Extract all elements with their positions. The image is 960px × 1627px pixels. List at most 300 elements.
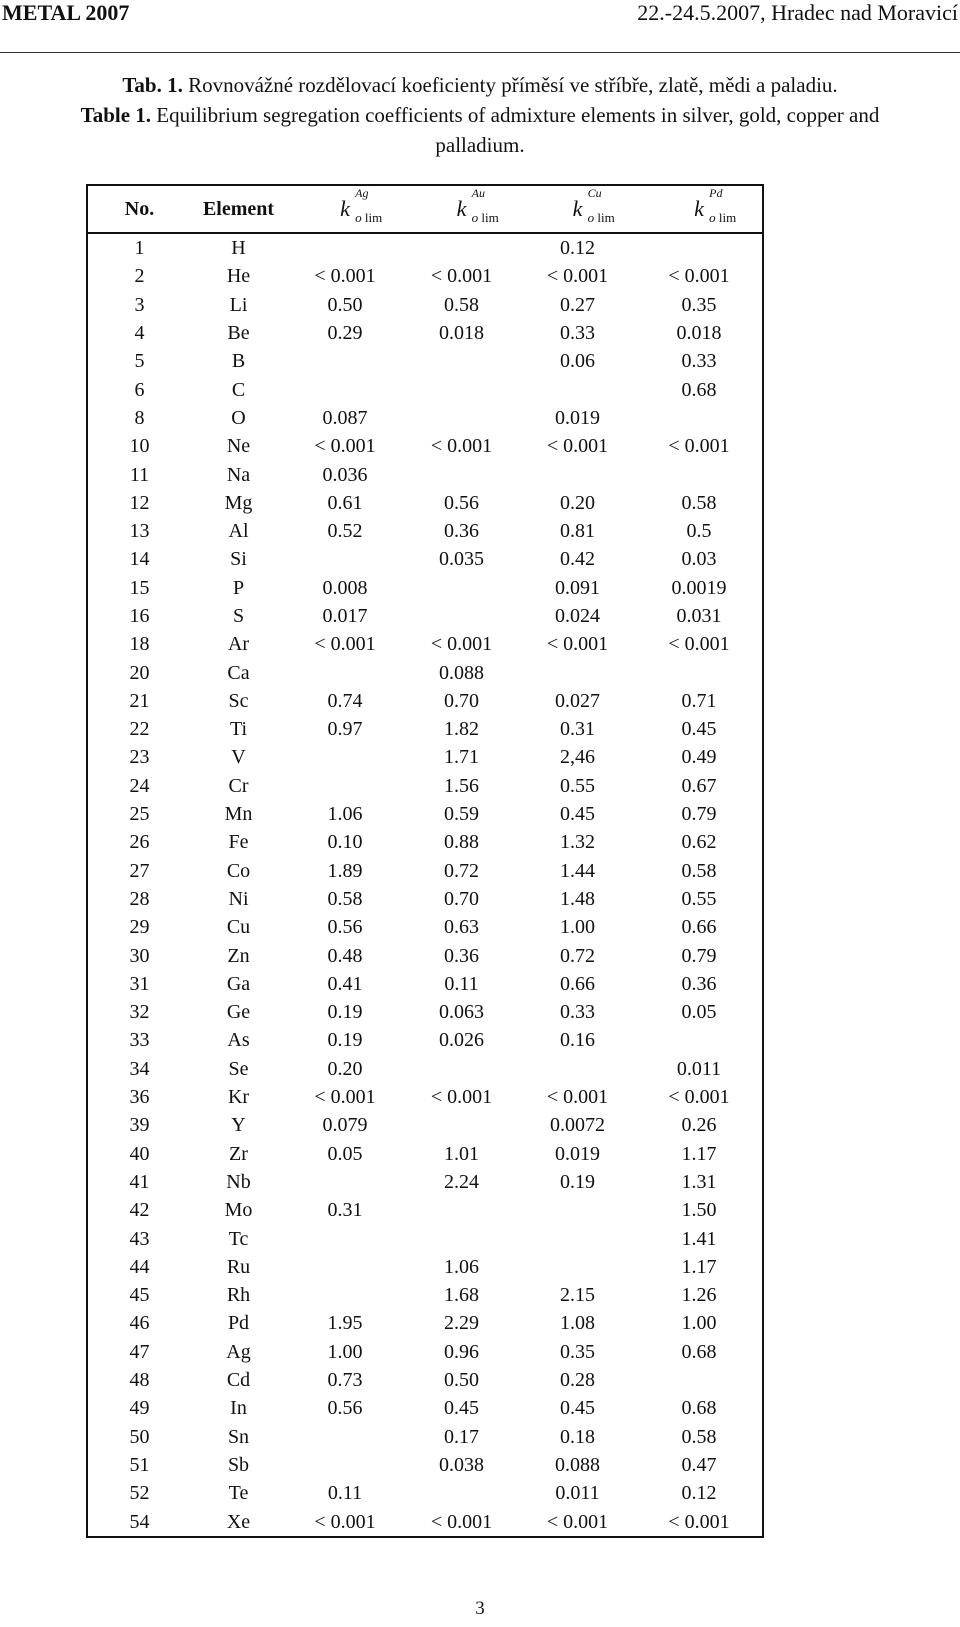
cell-k-au: 0.11 xyxy=(444,972,479,995)
cell-element: Cr xyxy=(228,774,249,797)
cell-k-ag: 0.05 xyxy=(327,1142,363,1165)
cell-no: 26 xyxy=(129,831,150,854)
cell-k-ag: 0.56 xyxy=(327,1397,363,1420)
table-row xyxy=(87,1394,763,1422)
cell-k-ag: 0.036 xyxy=(322,463,368,486)
header-rule xyxy=(0,52,960,53)
cell-k-au xyxy=(404,1479,519,1507)
cell-no: 54 xyxy=(129,1510,150,1533)
cell-k-pd: 0.26 xyxy=(681,1114,717,1137)
cell-k-ag: 0.61 xyxy=(327,491,363,514)
cell-k-cu: 0.33 xyxy=(560,1001,595,1024)
table-row xyxy=(87,1055,763,1083)
cell-no: 52 xyxy=(129,1482,150,1505)
segregation-table xyxy=(86,184,764,1538)
cell-element: Ga xyxy=(226,972,251,995)
cell-k-ag: < 0.001 xyxy=(314,1510,376,1533)
k-symbol: k xyxy=(456,196,467,221)
cell-k-pd: < 0.001 xyxy=(668,1086,730,1109)
cell-k-cu: 1.00 xyxy=(560,916,595,939)
conference-title: METAL 2007 xyxy=(2,0,130,25)
table-row xyxy=(87,687,763,715)
header-element: Element xyxy=(191,185,286,233)
table-row xyxy=(87,1309,763,1337)
cell-k-pd xyxy=(636,404,763,432)
header-k-cu xyxy=(519,185,636,233)
cell-no: 47 xyxy=(129,1340,150,1363)
cell-k-ag: 0.29 xyxy=(327,322,363,345)
cell-element: H xyxy=(231,237,246,260)
table-row xyxy=(87,913,763,941)
cell-k-cu: 0.16 xyxy=(560,1029,595,1052)
cell-k-au: 0.36 xyxy=(444,520,479,543)
cell-k-ag: 1.06 xyxy=(327,803,363,826)
cell-no: 21 xyxy=(129,689,150,712)
cell-k-ag: 0.48 xyxy=(327,944,363,967)
cell-k-pd: < 0.001 xyxy=(668,265,730,288)
cell-k-pd: < 0.001 xyxy=(668,1510,730,1533)
table-row xyxy=(87,1140,763,1168)
cell-no: 49 xyxy=(129,1397,150,1420)
cell-k-au: < 0.001 xyxy=(430,435,493,458)
cell-k-pd: 0.5 xyxy=(686,520,712,543)
cell-no: 12 xyxy=(129,491,150,514)
cell-k-au: 0.88 xyxy=(444,831,479,854)
cell-k-cu xyxy=(519,658,636,686)
cell-k-ag xyxy=(286,347,404,375)
cell-k-au: 0.36 xyxy=(444,944,479,967)
cell-k-cu: 0.27 xyxy=(560,293,595,316)
cell-k-au xyxy=(404,1111,519,1139)
cell-element: B xyxy=(231,350,246,373)
cell-k-cu: 0.20 xyxy=(560,491,595,514)
k-subscript-o: o xyxy=(355,210,362,225)
caption-english-text: Equilibrium segregation coefficients of admixture elements in silver, gold, copper and palladium. xyxy=(156,103,880,157)
table-row xyxy=(87,1026,763,1054)
cell-k-ag: 0.079 xyxy=(322,1114,368,1137)
cell-element: Li xyxy=(229,293,248,316)
cell-element: Sc xyxy=(228,689,249,712)
caption-czech-label: Tab. 1. xyxy=(122,73,183,97)
cell-k-ag: 0.73 xyxy=(327,1369,363,1392)
table-row xyxy=(87,1366,763,1394)
cell-element: He xyxy=(226,265,251,288)
table-row xyxy=(87,233,763,262)
cell-k-au: 0.026 xyxy=(439,1029,484,1052)
cell-k-pd: 1.00 xyxy=(681,1312,717,1335)
cell-k-cu xyxy=(519,375,636,403)
conference-date-place: 22.-24.5.2007, Hradec nad Moravicí xyxy=(637,0,958,25)
cell-k-cu: < 0.001 xyxy=(546,633,609,656)
cell-k-pd: 0.67 xyxy=(681,774,717,797)
cell-element: Na xyxy=(226,463,251,486)
cell-k-cu: 0.088 xyxy=(555,1453,600,1476)
cell-element: Rh xyxy=(226,1284,251,1307)
cell-k-cu: 1.48 xyxy=(560,887,595,910)
cell-k-cu: 0.33 xyxy=(560,322,595,345)
table-row xyxy=(87,319,763,347)
table-row xyxy=(87,545,763,573)
cell-no: 1 xyxy=(134,237,145,260)
cell-k-au: 0.50 xyxy=(444,1369,479,1392)
cell-k-au xyxy=(404,602,519,630)
cell-k-pd: 0.03 xyxy=(681,548,717,571)
cell-k-ag: < 0.001 xyxy=(314,435,376,458)
table-row xyxy=(87,1168,763,1196)
table-row xyxy=(87,828,763,856)
table-row xyxy=(87,347,763,375)
cell-k-ag xyxy=(286,375,404,403)
caption-czech xyxy=(0,70,960,100)
cell-k-pd: 1.50 xyxy=(681,1199,717,1222)
cell-no: 16 xyxy=(129,605,150,627)
cell-element: Cd xyxy=(226,1369,251,1392)
cell-k-cu: 0.12 xyxy=(560,237,595,260)
table-row xyxy=(87,460,763,488)
cell-no: 27 xyxy=(129,859,150,882)
cell-k-cu: 0.66 xyxy=(560,972,595,995)
cell-k-ag: < 0.001 xyxy=(314,1086,376,1109)
cell-k-au xyxy=(404,1196,519,1224)
cell-no: 39 xyxy=(129,1114,150,1137)
table-row xyxy=(87,602,763,630)
cell-k-au: < 0.001 xyxy=(430,1510,493,1533)
cell-k-cu: 0.18 xyxy=(560,1425,595,1448)
cell-k-ag xyxy=(286,1281,404,1309)
cell-k-au: 0.018 xyxy=(439,322,484,345)
cell-k-au: 0.063 xyxy=(439,1001,484,1024)
cell-k-ag: 0.97 xyxy=(327,718,363,741)
cell-k-cu xyxy=(519,1224,636,1252)
table-row xyxy=(87,1507,763,1536)
cell-k-au xyxy=(404,460,519,488)
cell-no: 32 xyxy=(129,1001,150,1024)
cell-no: 40 xyxy=(129,1142,150,1165)
cell-k-cu: 0.024 xyxy=(555,605,600,627)
cell-no: 15 xyxy=(129,576,150,599)
k-symbol: k xyxy=(572,196,583,221)
cell-k-au xyxy=(404,375,519,403)
table-row xyxy=(87,857,763,885)
cell-k-pd: 0.66 xyxy=(681,916,717,939)
cell-k-cu: 1.32 xyxy=(560,831,595,854)
cell-element: Fe xyxy=(228,831,249,854)
table-row xyxy=(87,1224,763,1252)
cell-no: 36 xyxy=(129,1086,150,1109)
table-row xyxy=(87,1281,763,1309)
cell-k-pd: 0.47 xyxy=(681,1453,717,1476)
cell-no: 31 xyxy=(129,972,150,995)
cell-k-au: 0.035 xyxy=(439,548,484,571)
cell-k-cu: 0.0072 xyxy=(550,1114,605,1137)
cell-no: 3 xyxy=(134,293,145,316)
cell-k-cu xyxy=(519,1196,636,1224)
cell-k-au xyxy=(404,1055,519,1083)
table-row xyxy=(87,489,763,517)
cell-k-cu xyxy=(519,1253,636,1281)
cell-k-cu: 0.31 xyxy=(560,718,595,741)
table-row xyxy=(87,291,763,319)
cell-k-ag: 0.20 xyxy=(327,1057,363,1080)
cell-k-cu xyxy=(519,460,636,488)
cell-k-ag: 0.19 xyxy=(327,1029,363,1052)
cell-element: Be xyxy=(227,322,250,345)
cell-k-au: 1.06 xyxy=(444,1255,479,1278)
table-row xyxy=(87,375,763,403)
cell-k-cu: < 0.001 xyxy=(546,265,609,288)
cell-k-pd xyxy=(636,460,763,488)
cell-k-pd: 0.68 xyxy=(681,378,717,401)
cell-k-cu: 0.28 xyxy=(560,1369,595,1392)
cell-element: Se xyxy=(228,1057,249,1080)
k-superscript-pd: Pd xyxy=(709,186,723,200)
cell-k-ag: < 0.001 xyxy=(314,633,376,656)
cell-element: Nb xyxy=(226,1170,251,1193)
cell-k-au: < 0.001 xyxy=(430,265,493,288)
cell-k-au: 0.63 xyxy=(444,916,479,939)
cell-k-ag: 0.50 xyxy=(327,293,363,316)
cell-element: Sb xyxy=(227,1453,250,1476)
cell-k-au: 0.58 xyxy=(444,293,479,316)
cell-k-au xyxy=(404,1224,519,1252)
cell-no: 30 xyxy=(129,944,150,967)
cell-k-au: 0.70 xyxy=(444,887,479,910)
table-body xyxy=(87,233,763,1537)
cell-k-ag: 1.89 xyxy=(327,859,363,882)
cell-element: Tc xyxy=(228,1227,249,1250)
page-number: 3 xyxy=(475,1598,485,1619)
table-row xyxy=(87,630,763,658)
cell-k-au: < 0.001 xyxy=(430,633,493,656)
cell-k-cu xyxy=(519,1055,636,1083)
cell-k-pd xyxy=(636,658,763,686)
cell-no: 34 xyxy=(129,1057,150,1080)
table-row xyxy=(87,1253,763,1281)
cell-k-cu: 0.81 xyxy=(560,520,595,543)
cell-k-au: 0.96 xyxy=(444,1340,479,1363)
cell-k-au: 0.56 xyxy=(444,491,479,514)
table-row xyxy=(87,1111,763,1139)
cell-k-ag: 0.58 xyxy=(327,887,363,910)
cell-element: Ge xyxy=(226,1001,251,1024)
cell-k-cu: 0.011 xyxy=(555,1482,600,1505)
cell-k-ag xyxy=(286,1224,404,1252)
cell-element: Mo xyxy=(224,1199,253,1222)
cell-no: 48 xyxy=(129,1369,150,1392)
header-k-pd xyxy=(636,185,763,233)
cell-k-au: 0.59 xyxy=(444,803,479,826)
cell-no: 43 xyxy=(129,1227,150,1250)
cell-k-au: 1.82 xyxy=(444,718,479,741)
cell-k-cu: 0.42 xyxy=(560,548,595,571)
cell-k-au: 0.17 xyxy=(444,1425,479,1448)
cell-k-cu: 0.45 xyxy=(560,1397,595,1420)
table-row xyxy=(87,941,763,969)
k-subscript-lim: lim xyxy=(481,210,499,225)
cell-element: Co xyxy=(226,859,251,882)
cell-k-pd: 0.45 xyxy=(681,718,717,741)
cell-k-pd: 1.26 xyxy=(681,1284,717,1307)
cell-element: V xyxy=(231,746,246,769)
cell-k-pd: 0.33 xyxy=(681,350,717,373)
cell-k-pd xyxy=(636,1026,763,1054)
cell-no: 6 xyxy=(134,378,145,401)
k-symbol: k xyxy=(694,196,704,221)
cell-k-cu: 0.019 xyxy=(555,1142,600,1165)
cell-element: C xyxy=(231,378,246,401)
table-row xyxy=(87,743,763,771)
cell-no: 14 xyxy=(129,548,150,571)
cell-element: Ag xyxy=(226,1340,251,1363)
k-superscript-au: Au xyxy=(471,186,485,200)
cell-k-cu: < 0.001 xyxy=(546,1510,609,1533)
cell-k-pd: 0.79 xyxy=(681,803,717,826)
cell-k-pd: 1.17 xyxy=(681,1142,717,1165)
table-row xyxy=(87,432,763,460)
cell-k-ag: 1.95 xyxy=(327,1312,363,1335)
cell-element: Si xyxy=(230,548,247,571)
cell-element: Ne xyxy=(226,435,251,458)
table-row xyxy=(87,1422,763,1450)
cell-k-cu: 0.19 xyxy=(560,1170,595,1193)
cell-k-cu: 1.44 xyxy=(560,859,595,882)
cell-no: 4 xyxy=(134,322,145,345)
table-row xyxy=(87,404,763,432)
cell-k-cu: 0.72 xyxy=(560,944,595,967)
cell-k-ag: < 0.001 xyxy=(314,265,376,288)
cell-k-au xyxy=(404,574,519,602)
cell-element: Zn xyxy=(227,944,250,967)
cell-k-pd: 0.35 xyxy=(681,293,717,316)
cell-element: Sn xyxy=(227,1425,250,1448)
cell-k-pd: 1.17 xyxy=(681,1255,717,1278)
cell-element: S xyxy=(232,605,245,627)
header-k-ag xyxy=(286,185,404,233)
cell-k-pd: 0.79 xyxy=(681,944,717,967)
cell-element: In xyxy=(230,1397,247,1420)
cell-element: Y xyxy=(231,1114,246,1137)
cell-k-ag: 1.00 xyxy=(327,1340,363,1363)
cell-element: Kr xyxy=(227,1086,250,1109)
header-no: No. xyxy=(87,185,191,233)
cell-k-pd: 0.68 xyxy=(681,1340,717,1363)
cell-k-cu: 0.027 xyxy=(555,689,600,712)
cell-k-ag xyxy=(286,545,404,573)
cell-no: 22 xyxy=(129,718,150,741)
cell-no: 25 xyxy=(129,803,150,826)
cell-k-au: 0.45 xyxy=(444,1397,479,1420)
cell-k-pd xyxy=(636,233,763,262)
cell-k-au: 0.70 xyxy=(444,689,479,712)
cell-k-pd: 0.68 xyxy=(681,1397,717,1420)
cell-no: 20 xyxy=(129,661,150,684)
cell-no: 2 xyxy=(134,265,145,288)
cell-element: Mn xyxy=(224,803,253,826)
table-row xyxy=(87,517,763,545)
cell-k-pd: 0.05 xyxy=(681,1001,717,1024)
cell-k-ag: 0.008 xyxy=(322,576,368,599)
cell-k-au: 2.24 xyxy=(444,1170,479,1193)
cell-k-ag xyxy=(286,1168,404,1196)
cell-k-ag xyxy=(286,658,404,686)
k-subscript-lim: lim xyxy=(364,210,383,225)
cell-no: 42 xyxy=(129,1199,150,1222)
cell-k-au: 0.72 xyxy=(444,859,479,882)
cell-k-au: 1.71 xyxy=(444,746,479,769)
cell-no: 29 xyxy=(129,916,150,939)
cell-k-au: 1.01 xyxy=(444,1142,479,1165)
cell-k-ag xyxy=(286,743,404,771)
caption-czech-text: Rovnovážné rozdělovací koeficienty příměsí ve stříbře, zlatě, mědi a paladiu. xyxy=(188,73,838,97)
header-k-au xyxy=(404,185,519,233)
cell-k-ag: 0.41 xyxy=(327,972,363,995)
cell-k-pd: 0.58 xyxy=(681,1425,717,1448)
cell-k-cu: 2.15 xyxy=(560,1284,595,1307)
cell-k-ag: 0.52 xyxy=(327,520,363,543)
cell-no: 41 xyxy=(129,1170,150,1193)
cell-no: 24 xyxy=(129,774,150,797)
cell-k-pd: 0.031 xyxy=(676,605,722,627)
cell-k-au xyxy=(404,404,519,432)
cell-k-cu: < 0.001 xyxy=(546,435,609,458)
table-row xyxy=(87,1479,763,1507)
k-subscript-lim: lim xyxy=(718,210,737,225)
cell-no: 46 xyxy=(129,1312,150,1335)
cell-k-pd: 0.36 xyxy=(681,972,717,995)
cell-element: Ni xyxy=(228,887,249,910)
cell-k-pd: 0.0019 xyxy=(671,576,727,599)
table-row xyxy=(87,885,763,913)
cell-k-ag xyxy=(286,772,404,800)
cell-k-ag: 0.31 xyxy=(327,1199,363,1222)
cell-element: Ti xyxy=(229,718,248,741)
table-row xyxy=(87,262,763,290)
cell-k-au xyxy=(404,347,519,375)
cell-k-pd: < 0.001 xyxy=(668,633,730,656)
table-row xyxy=(87,658,763,686)
cell-no: 18 xyxy=(129,633,150,656)
cell-k-ag: 0.19 xyxy=(327,1001,363,1024)
cell-k-au: 2.29 xyxy=(444,1312,479,1335)
cell-no: 13 xyxy=(129,520,150,543)
cell-k-au: 0.088 xyxy=(439,661,484,684)
cell-k-cu: 0.019 xyxy=(555,406,600,429)
cell-k-pd: 0.71 xyxy=(681,689,717,712)
table-row xyxy=(87,715,763,743)
cell-no: 10 xyxy=(129,435,150,458)
cell-element: Ru xyxy=(226,1255,251,1278)
cell-k-ag: 0.087 xyxy=(322,406,368,429)
k-symbol: k xyxy=(340,196,350,221)
cell-k-ag xyxy=(286,1451,404,1479)
cell-k-ag: 0.11 xyxy=(327,1482,363,1505)
cell-k-cu: 0.35 xyxy=(560,1340,595,1363)
cell-element: Pd xyxy=(227,1312,250,1335)
k-subscript-o: o xyxy=(587,210,595,225)
cell-k-au: 1.68 xyxy=(444,1284,479,1307)
table-row xyxy=(87,970,763,998)
cell-k-pd: 0.018 xyxy=(676,322,722,345)
k-superscript-cu: Cu xyxy=(587,186,602,200)
cell-no: 5 xyxy=(134,350,145,373)
table-row xyxy=(87,1338,763,1366)
cell-no: 50 xyxy=(129,1425,150,1448)
cell-k-ag xyxy=(286,1253,404,1281)
cell-element: Al xyxy=(228,520,249,543)
cell-no: 44 xyxy=(129,1255,150,1278)
cell-no: 28 xyxy=(129,887,150,910)
cell-k-au: < 0.001 xyxy=(430,1086,493,1109)
